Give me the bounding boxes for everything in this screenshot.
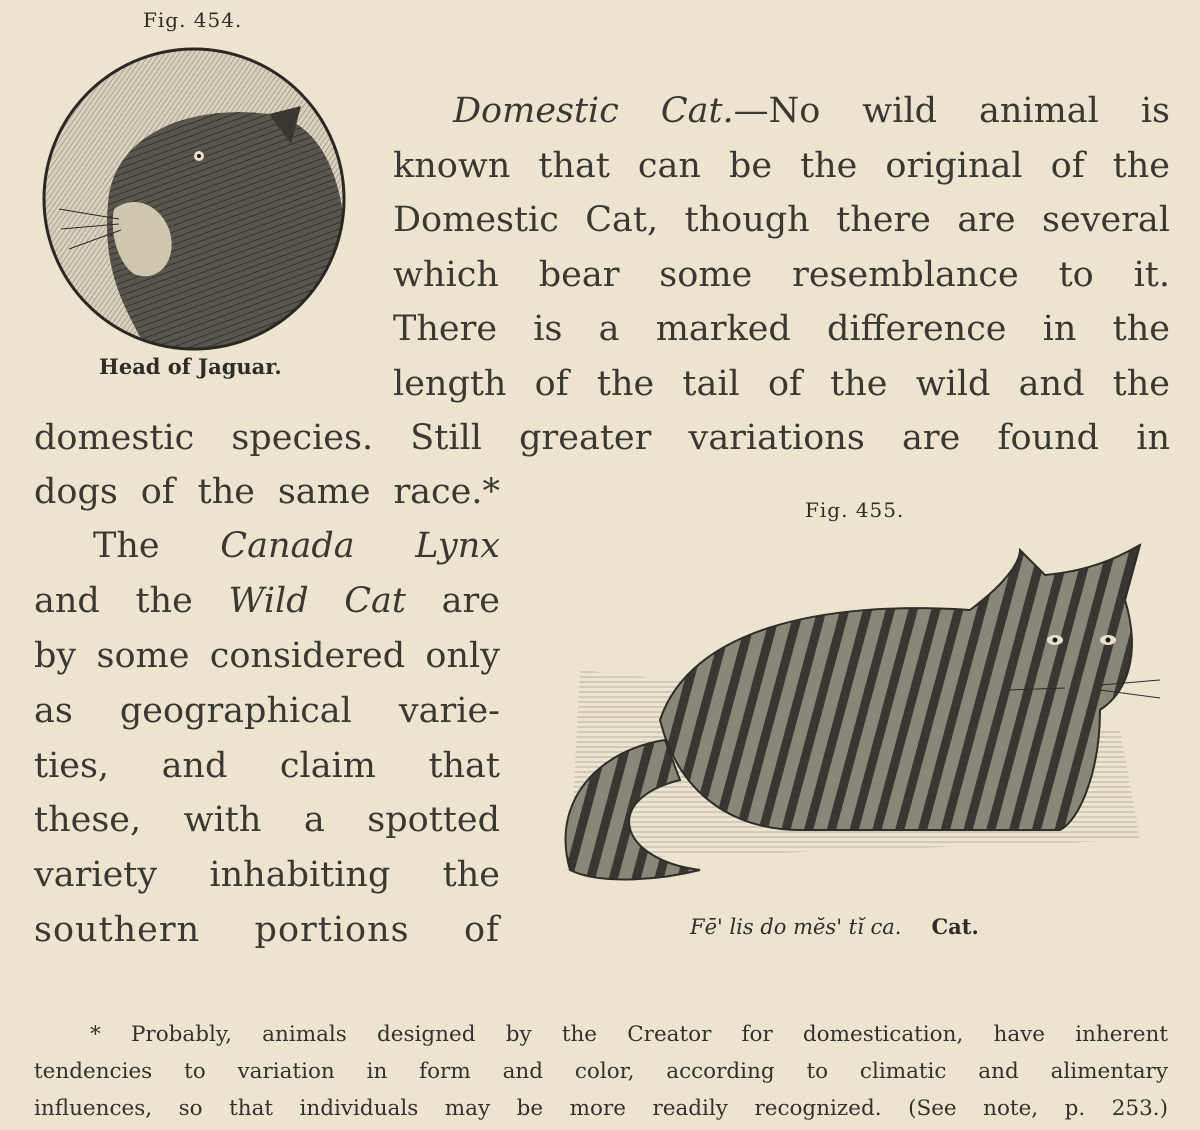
domestic-cat-heading: Domestic Cat. — [453, 91, 734, 131]
text-line-9-start: The — [93, 526, 160, 566]
text-line-7: domestic species. Still greater variations are found in — [34, 418, 1170, 458]
text-line-16: southern portions of — [34, 910, 500, 950]
footnote-line-3: influences, so that individuals may be more readily recognized. (See note, p. 253.) — [34, 1096, 1168, 1121]
text-line-9 — [93, 519, 500, 573]
text-line-1-rest: —No wild animal is — [733, 91, 1170, 131]
text-line-3: Domestic Cat, though there are several — [393, 200, 1170, 240]
footnote-line-1: * Probably, animals designed by the Creator for domestication, have inherent — [90, 1022, 1168, 1047]
text-line-12: as geographical varie- — [34, 691, 500, 731]
fig-455-label: Fig. 455. — [805, 498, 905, 522]
text-line-1 — [453, 84, 1170, 138]
fig-455-common-name: Cat. — [931, 914, 979, 939]
fig-454-caption: Head of Jaguar. — [99, 354, 282, 379]
wild-cat-term: Wild Cat — [228, 581, 406, 621]
fig-455-latin-name: Fē' lis do mĕs' tĭ ca. — [690, 915, 902, 939]
text-line-5: There is a marked difference in the — [393, 309, 1170, 349]
text-line-6: length of the tail of the wild and the — [393, 364, 1170, 404]
text-line-14: these, with a spotted — [34, 800, 500, 840]
text-line-13: ties, and claim that — [34, 746, 500, 786]
footnote-line-2: tendencies to variation in form and color, according to climatic and alimentary — [34, 1059, 1168, 1084]
fig-454-label: Fig. 454. — [143, 8, 243, 32]
jaguar-head-illustration — [39, 44, 349, 354]
text-line-11: by some considered only — [34, 636, 500, 676]
text-line-10-start: and the — [34, 581, 193, 621]
fig-455-caption — [690, 914, 979, 939]
text-line-8: dogs of the same race.* — [34, 472, 500, 512]
canada-lynx-term: Canada Lynx — [220, 526, 500, 566]
text-line-2: known that can be the original of the — [393, 146, 1170, 186]
text-line-10-end: are — [441, 581, 500, 621]
text-line-15: variety inhabiting the — [34, 855, 500, 895]
text-line-10 — [34, 574, 500, 628]
text-line-4: which bear some resemblance to it. — [393, 255, 1170, 295]
cat-illustration — [540, 540, 1170, 905]
